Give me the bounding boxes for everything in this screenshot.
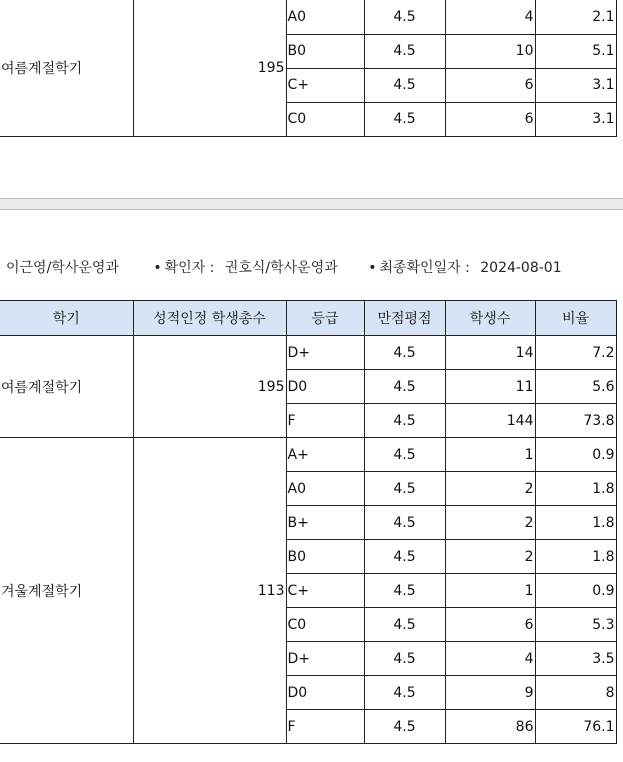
semester-cell: 여름계절학기 — [0, 0, 133, 136]
author-text: 이근영/학사운영과 — [6, 260, 119, 276]
ratio-cell: 1.8 — [535, 540, 616, 574]
max-score-cell: 4.5 — [364, 0, 445, 34]
ratio-cell: 8 — [535, 676, 616, 710]
total-students-cell: 195 — [133, 336, 286, 438]
grade-cell: A0 — [286, 0, 364, 34]
ratio-cell: 76.1 — [535, 710, 616, 744]
max-score-cell: 4.5 — [364, 676, 445, 710]
student-count-cell: 4 — [445, 0, 535, 34]
student-count-cell: 10 — [445, 34, 535, 68]
student-count-cell: 2 — [445, 540, 535, 574]
grade-table-continued — [0, 0, 617, 137]
max-score-cell: 4.5 — [364, 710, 445, 744]
max-score-cell: 4.5 — [364, 370, 445, 404]
student-count-cell: 6 — [445, 608, 535, 642]
max-score-cell: 4.5 — [364, 540, 445, 574]
ratio-cell: 2.1 — [535, 0, 616, 34]
confirmer-label: 확인자 : — [164, 260, 215, 276]
student-count-cell: 4 — [445, 642, 535, 676]
grade-cell: B+ — [286, 506, 364, 540]
header-semester: 학기 — [0, 301, 133, 336]
max-score-cell: 4.5 — [364, 506, 445, 540]
ratio-cell: 0.9 — [535, 574, 616, 608]
confirmer-group — [153, 257, 337, 277]
ratio-cell: 73.8 — [535, 404, 616, 438]
final-date-text: 2024-08-01 — [480, 260, 562, 276]
grade-cell: C+ — [286, 68, 364, 102]
ratio-cell: 1.8 — [535, 472, 616, 506]
student-count-cell: 2 — [445, 506, 535, 540]
grade-cell: D0 — [286, 370, 364, 404]
semester-cell: 겨울계절학기 — [0, 438, 133, 744]
bullet-icon: • — [153, 260, 162, 276]
document-info-line — [6, 257, 562, 277]
table-row — [0, 438, 616, 472]
grade-cell: B0 — [286, 34, 364, 68]
max-score-cell: 4.5 — [364, 68, 445, 102]
ratio-cell: 5.6 — [535, 370, 616, 404]
grade-cell: D+ — [286, 642, 364, 676]
student-count-cell: 144 — [445, 404, 535, 438]
total-students-cell: 113 — [133, 438, 286, 744]
student-count-cell: 2 — [445, 472, 535, 506]
grade-cell: F — [286, 404, 364, 438]
final-date-group — [368, 257, 561, 277]
grade-cell: C0 — [286, 102, 364, 136]
table-row — [0, 336, 616, 370]
max-score-cell: 4.5 — [364, 336, 445, 370]
header-total-students: 성적인정 학생총수 — [133, 301, 286, 336]
total-students-cell: 195 — [133, 0, 286, 136]
max-score-cell: 4.5 — [364, 574, 445, 608]
table-row — [0, 0, 616, 34]
max-score-cell: 4.5 — [364, 404, 445, 438]
grade-cell: B0 — [286, 540, 364, 574]
max-score-cell: 4.5 — [364, 642, 445, 676]
grade-cell: C+ — [286, 574, 364, 608]
max-score-cell: 4.5 — [364, 34, 445, 68]
ratio-cell: 0.9 — [535, 438, 616, 472]
bullet-icon: • — [368, 260, 377, 276]
grade-cell: D+ — [286, 336, 364, 370]
max-score-cell: 4.5 — [364, 102, 445, 136]
ratio-cell: 5.3 — [535, 608, 616, 642]
grade-cell: D0 — [286, 676, 364, 710]
grade-cell: A0 — [286, 472, 364, 506]
ratio-cell: 3.1 — [535, 68, 616, 102]
ratio-cell: 5.1 — [535, 34, 616, 68]
header-grade: 등급 — [286, 301, 364, 336]
table-header-row — [0, 301, 616, 336]
final-date-label: 최종확인일자 : — [379, 260, 470, 276]
max-score-cell: 4.5 — [364, 608, 445, 642]
semester-cell: 여름계절학기 — [0, 336, 133, 438]
grade-cell: C0 — [286, 608, 364, 642]
student-count-cell: 6 — [445, 68, 535, 102]
ratio-cell: 3.5 — [535, 642, 616, 676]
grade-cell: A+ — [286, 438, 364, 472]
header-ratio: 비율 — [535, 301, 616, 336]
header-max-score: 만점평점 — [364, 301, 445, 336]
grade-table — [0, 300, 617, 744]
grade-cell: F — [286, 710, 364, 744]
student-count-cell: 1 — [445, 574, 535, 608]
confirmer-text: 권호식/학사운영과 — [224, 260, 338, 276]
student-count-cell: 86 — [445, 710, 535, 744]
student-count-cell: 9 — [445, 676, 535, 710]
student-count-cell: 11 — [445, 370, 535, 404]
student-count-cell: 1 — [445, 438, 535, 472]
student-count-cell: 14 — [445, 336, 535, 370]
max-score-cell: 4.5 — [364, 438, 445, 472]
max-score-cell: 4.5 — [364, 472, 445, 506]
page-break-divider — [0, 198, 623, 210]
header-student-count: 학생수 — [445, 301, 535, 336]
ratio-cell: 7.2 — [535, 336, 616, 370]
student-count-cell: 6 — [445, 102, 535, 136]
ratio-cell: 1.8 — [535, 506, 616, 540]
ratio-cell: 3.1 — [535, 102, 616, 136]
